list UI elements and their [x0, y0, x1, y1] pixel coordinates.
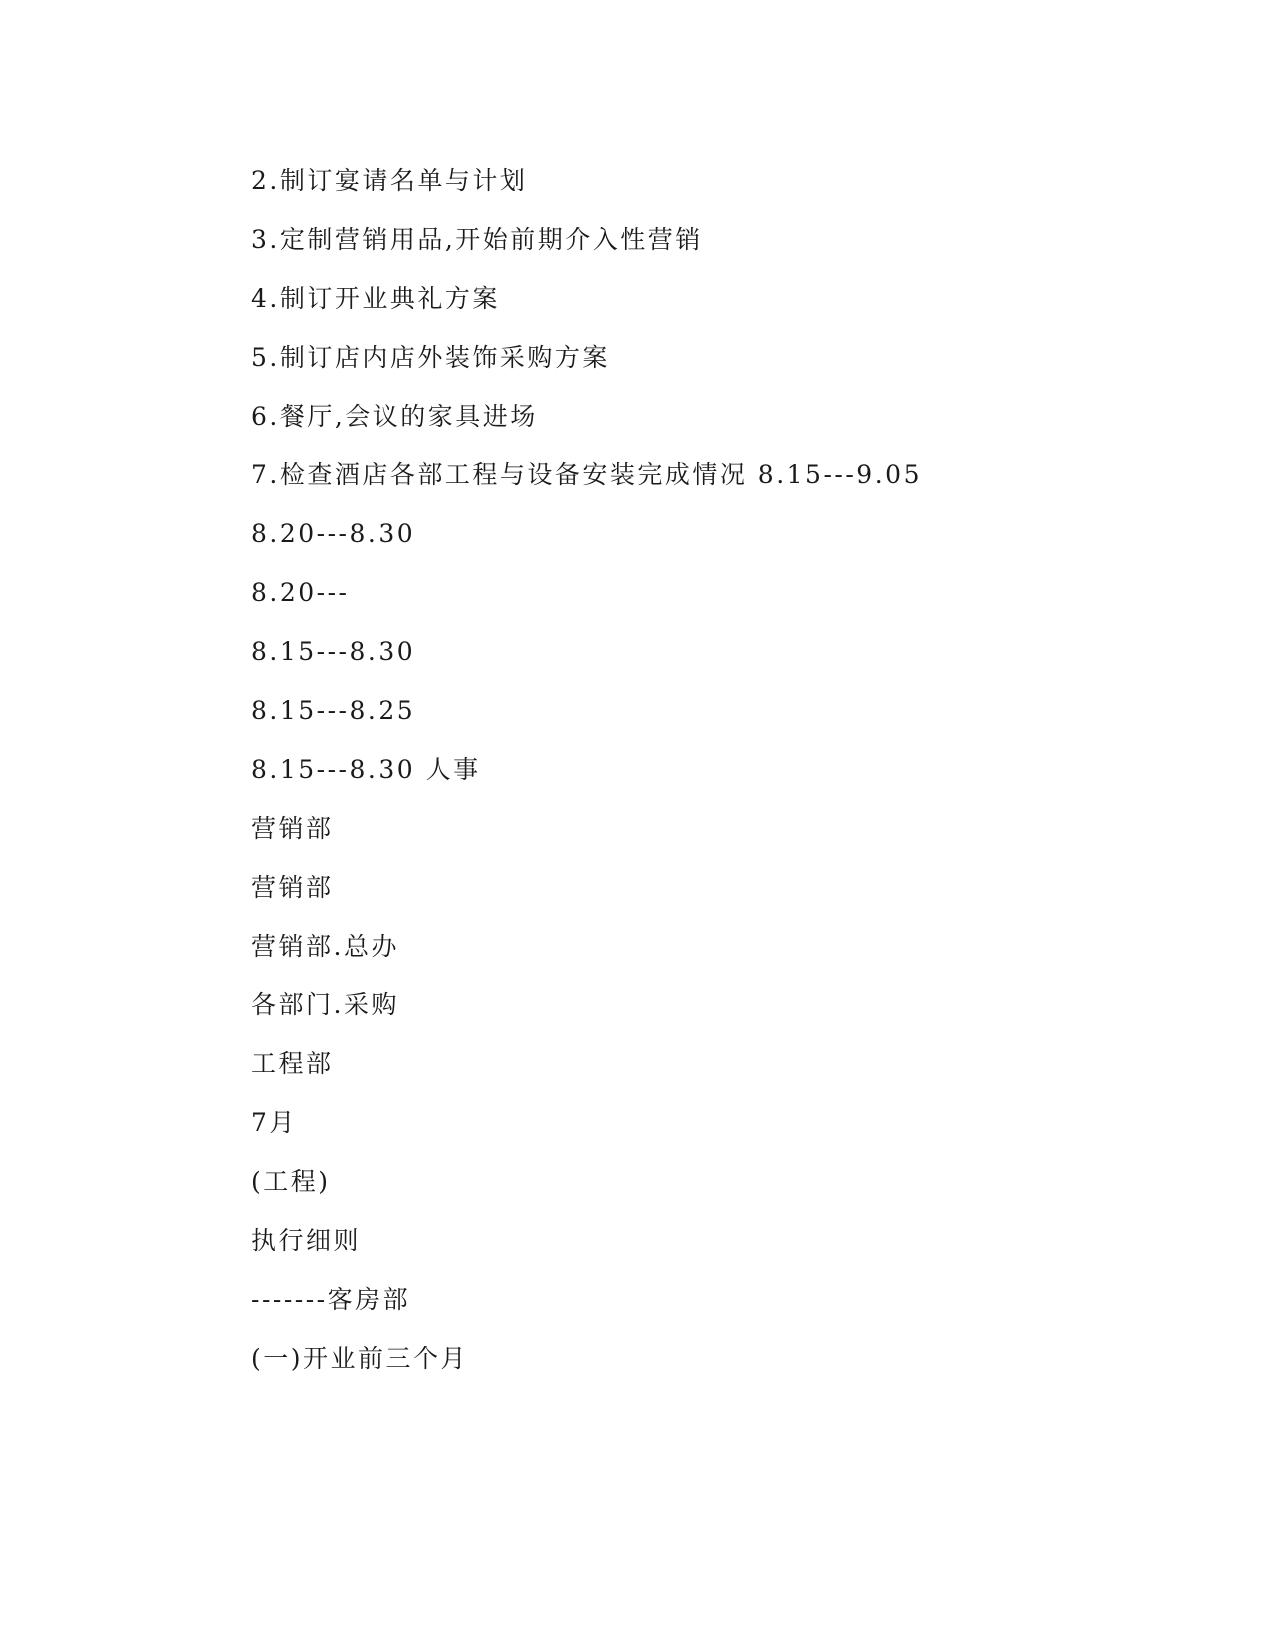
document-text-block — [251, 160, 1211, 1397]
text-line: 各部门.采购 — [251, 990, 399, 1020]
text-line: 8.15---8.30 人事 — [251, 754, 481, 784]
text-line: 营销部 — [251, 872, 334, 902]
text-line: 8.15---8.30 — [251, 637, 416, 667]
text-line: 2.制订宴请名单与计划 — [251, 166, 528, 195]
text-line: 工程部 — [251, 1049, 334, 1079]
text-line: 执行细则 — [251, 1226, 362, 1256]
text-line: 7.检查酒店各部工程与设备安装完成情况 8.15---9.05 — [251, 460, 922, 490]
text-line: 3.定制营销用品,开始前期介入性营销 — [251, 224, 703, 254]
text-line: 4.制订开业典礼方案 — [251, 283, 500, 313]
text-line: -------客房部 — [251, 1284, 411, 1314]
text-line: (工程) — [251, 1167, 331, 1197]
text-line: 营销部.总办 — [251, 931, 399, 961]
text-line: (一)开业前三个月 — [251, 1343, 469, 1373]
text-line: 7月 — [251, 1108, 297, 1138]
text-line: 营销部 — [251, 813, 334, 843]
text-line: 8.15---8.25 — [251, 696, 416, 726]
text-line: 5.制订店内店外装饰采购方案 — [251, 342, 610, 372]
text-line: 6.餐厅,会议的家具进场 — [251, 401, 538, 431]
text-line: 8.20---8.30 — [251, 519, 416, 549]
text-line: 8.20--- — [251, 578, 350, 608]
